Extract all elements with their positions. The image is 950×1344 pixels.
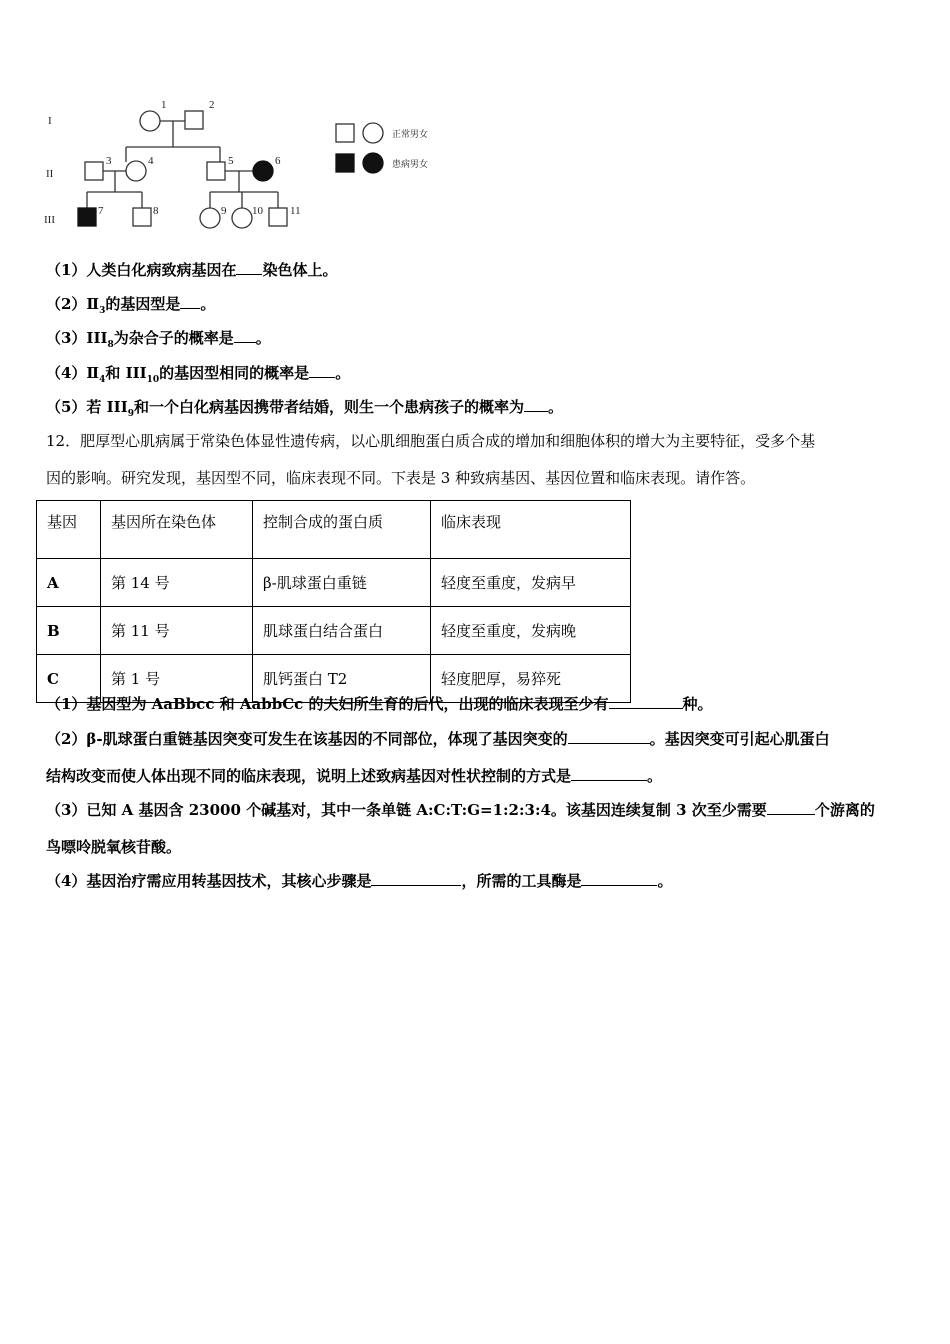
- gene-table: [36, 500, 631, 703]
- individual-I-1: [140, 99, 167, 131]
- table-header-cell: 基因所在染色体: [101, 501, 253, 559]
- table-cell: B: [37, 607, 101, 655]
- svg-text:患病男女: 患病男女: [392, 160, 429, 170]
- table-row: [37, 607, 631, 655]
- table-cell: 轻度至重度，发病晚: [431, 607, 631, 655]
- table-row: [37, 559, 631, 607]
- question-11-4: $(4)Ⅱ_4$和 $III_{10}$的基因型相同的概率是 。: [46, 364, 351, 385]
- question-12-intro-line1: 12．肥厚型心肌病属于常染色体显性遗传病，以心肌细胞蛋白质合成的增加和细胞体积的增大为主要特征，受多个基: [46, 432, 816, 450]
- individual-II-4: [126, 155, 154, 181]
- answer-blank[interactable]: [180, 294, 200, 309]
- individual-III-8: [133, 205, 159, 226]
- generation-label-I: I: [48, 115, 52, 127]
- svg-text:5: 5: [228, 155, 234, 167]
- table-cell: 轻度至重度，发病早: [431, 559, 631, 607]
- svg-text:10: 10: [252, 205, 263, 217]
- answer-blank[interactable]: [571, 766, 647, 781]
- question-12-3-line2: 鸟嘌呤脱氧核苷酸。: [46, 838, 182, 856]
- svg-text:9: 9: [221, 205, 227, 217]
- question-12-2: （2）β-肌球蛋白重链基因突变可发生在该基因的不同部位，体现了基因突变的 。基因突变可引起心肌蛋白: [46, 730, 830, 748]
- table-cell: β-肌球蛋白重链: [253, 559, 431, 607]
- question-11-5: （5）若 $III_9$和一个白化病基因携带者结婚，则生一个患病孩子的概率为 。: [46, 398, 564, 419]
- svg-text:正常男女: 正常男女: [392, 130, 429, 140]
- question-11-1: （1）人类白化病致病基因在 染色体上。: [46, 261, 338, 279]
- svg-text:7: 7: [98, 205, 104, 217]
- answer-blank[interactable]: [524, 397, 548, 412]
- table-cell: A: [37, 559, 101, 607]
- table-cell: 肌球蛋白结合蛋白: [253, 607, 431, 655]
- individual-III-11: [269, 205, 301, 226]
- pedigree-diagram: [40, 92, 460, 242]
- question-12-1: （1）基因型为 AaBbcc 和 AabbCc 的夫妇所生育的后代，出现的临床表现至少有 种。: [46, 695, 713, 713]
- table-header-cell: 控制合成的蛋白质: [253, 501, 431, 559]
- legend-affected: [336, 153, 428, 173]
- table-cell: 第 11 号: [101, 607, 253, 655]
- table-header-row: [37, 501, 631, 559]
- question-12-4: （4）基因治疗需应用转基因技术，其核心步骤是 ，所需的工具酶是 。: [46, 872, 673, 890]
- individual-III-7: [78, 205, 104, 226]
- answer-blank[interactable]: [767, 800, 815, 815]
- answer-blank[interactable]: [609, 694, 683, 709]
- question-12-2-line2: 结构改变而使人体出现不同的临床表现，说明上述致病基因对性状控制的方式是 。: [46, 767, 663, 785]
- legend-normal: [336, 123, 428, 143]
- individual-III-9: [200, 205, 227, 228]
- svg-text:4: 4: [148, 155, 154, 167]
- answer-blank[interactable]: [568, 729, 650, 744]
- answer-blank[interactable]: [581, 871, 657, 886]
- answer-blank[interactable]: [236, 260, 262, 275]
- table-cell: 轻度肥厚，易猝死: [431, 655, 631, 703]
- question-12-intro-line2: 因的影响。研究发现，基因型不同，临床表现不同。下表是 3 种致病基因、基因位置和临床表现。请作答。: [46, 469, 756, 487]
- answer-blank[interactable]: [371, 871, 461, 886]
- svg-text:2: 2: [209, 99, 215, 111]
- answer-blank[interactable]: [234, 328, 256, 343]
- svg-text:3: 3: [106, 155, 112, 167]
- question-11-2: $(2)Ⅱ_3$的基因型是 。: [46, 295, 216, 316]
- generation-label-III: III: [44, 214, 55, 226]
- question-11-3: $(3)III_8$为杂合子的概率是 。: [46, 329, 271, 350]
- table-cell: 肌钙蛋白 T2: [253, 655, 431, 703]
- table-cell: 第 1 号: [101, 655, 253, 703]
- table-cell: 第 14 号: [101, 559, 253, 607]
- table-header-cell: 基因: [37, 501, 101, 559]
- table-cell: C: [37, 655, 101, 703]
- individual-II-6: [253, 155, 281, 181]
- individual-III-10: [232, 205, 264, 228]
- individual-I-2: [185, 99, 215, 129]
- svg-text:1: 1: [161, 99, 167, 111]
- svg-text:8: 8: [153, 205, 159, 217]
- individual-II-3: [85, 155, 112, 180]
- generation-label-II: II: [46, 168, 54, 180]
- answer-blank[interactable]: [309, 363, 335, 378]
- svg-text:11: 11: [290, 205, 301, 217]
- table-header-cell: 临床表现: [431, 501, 631, 559]
- question-12-3: （3）已知 A 基因含 23000 个碱基对，其中一条单链 A:C:T:G=1:2:3:4。该基因连续复制 3 次至少需要 个游离的: [46, 801, 875, 819]
- svg-text:6: 6: [275, 155, 281, 167]
